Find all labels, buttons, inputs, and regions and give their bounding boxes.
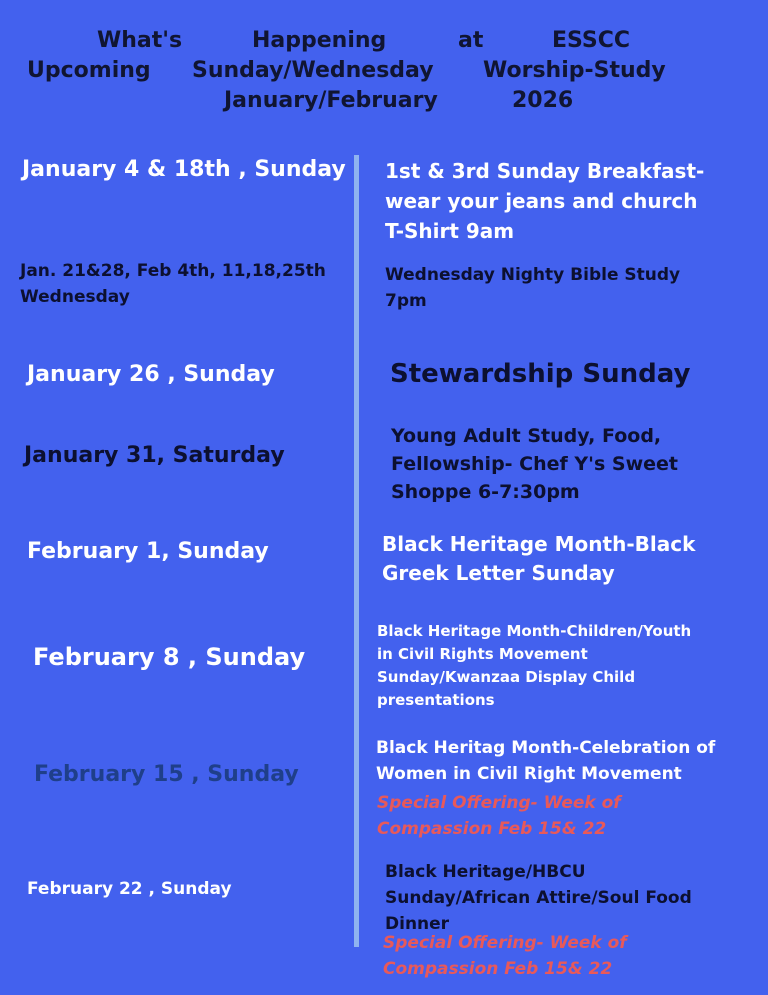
note-line: Compassion Feb 15& 22 [377, 819, 607, 839]
event-description-line: Black Heritage Month-Black [382, 532, 696, 556]
event-description-line: Black Heritage/HBCU [385, 862, 586, 882]
event-description: Stewardship Sunday [390, 359, 691, 389]
event-date-line: Jan. 21&28, Feb 4th, 11,18,25th [20, 261, 326, 281]
header-word: ESSCC [552, 28, 631, 53]
event-description [385, 859, 692, 937]
event-date: January 4 & 18th , Sunday [22, 157, 346, 182]
event-description-line: Fellowship- Chef Y's Sweet [391, 453, 679, 475]
header-word: Sunday/Wednesday [192, 58, 434, 83]
event-description [385, 156, 704, 246]
event-date-line: Wednesday [20, 287, 130, 307]
event-description-line: T-Shirt 9am [385, 219, 515, 243]
header-word: Worship-Study [483, 58, 666, 83]
event-description [382, 530, 695, 588]
special-offering-note [383, 930, 627, 982]
event-description-line: in Civil Rights Movement [377, 645, 588, 663]
header-word: Upcoming [27, 58, 151, 83]
event-date: February 15 , Sunday [34, 762, 299, 787]
header-word: What's [97, 28, 183, 53]
event-date: January 26 , Sunday [27, 362, 275, 387]
header-word: at [458, 28, 484, 53]
note-line: Compassion Feb 15& 22 [383, 959, 613, 979]
event-description-line: Sunday/Kwanzaa Display Child [377, 668, 636, 686]
event-description-line: Black Heritag Month-Celebration of [376, 738, 716, 758]
header-line-1 [0, 28, 768, 56]
event-description-line: 7pm [385, 291, 427, 311]
event-date: January 31, Saturday [24, 443, 285, 468]
event-description-line: Dinner [385, 914, 450, 934]
event-description-line: Young Adult Study, Food, [391, 425, 662, 447]
event-description-line: Black Heritage Month-Children/Youth [377, 622, 692, 640]
event-date [20, 258, 326, 310]
header-word: 2026 [512, 88, 574, 113]
event-description-line: wear your jeans and church [385, 189, 698, 213]
special-offering-note [377, 790, 621, 842]
center-divider [354, 155, 359, 947]
event-description-line: presentations [377, 691, 495, 709]
event-description-line: Sunday/African Attire/Soul Food [385, 888, 692, 908]
event-description [385, 262, 680, 314]
event-description-line: 1st & 3rd Sunday Breakfast- [385, 159, 705, 183]
header-word: January/February [224, 88, 438, 113]
event-date: February 1, Sunday [27, 539, 269, 564]
header-line-2 [0, 58, 768, 86]
event-description-line: Shoppe 6-7:30pm [391, 481, 580, 503]
note-line: Special Offering- Week of [383, 933, 627, 953]
event-description [376, 735, 715, 787]
event-description [377, 620, 691, 712]
event-date: February 8 , Sunday [33, 643, 306, 671]
event-description-line: Women in Civil Right Movement [376, 764, 682, 784]
event-description-line: Greek Letter Sunday [382, 561, 615, 585]
header-word: Happening [252, 28, 387, 53]
event-description [391, 422, 678, 506]
event-date: February 22 , Sunday [27, 879, 232, 899]
note-line: Special Offering- Week of [377, 793, 621, 813]
event-description-line: Wednesday Nighty Bible Study [385, 265, 681, 285]
header-line-3 [0, 88, 768, 116]
